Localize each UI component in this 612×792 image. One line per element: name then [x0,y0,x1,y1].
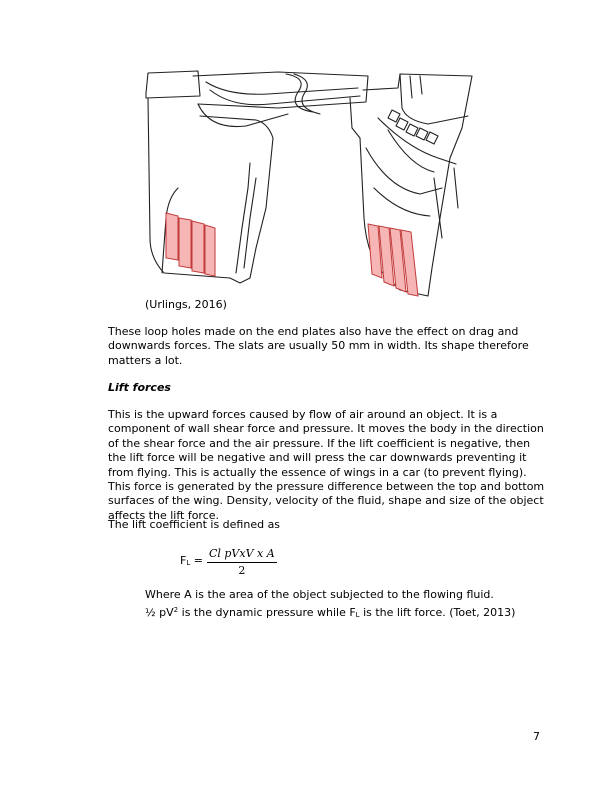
end-plate-illustration [138,68,476,300]
left-slat-1 [166,213,178,260]
formula-numerator: Cl pVxV x A [207,547,277,563]
figure-caption: (Urlings, 2016) [145,298,227,311]
left-end-plate [146,71,200,98]
formula-denominator: 2 [238,563,246,577]
section-heading-lift-forces: Lift forces [108,381,171,394]
formula-fraction [207,547,277,578]
lift-force-formula [180,545,277,579]
paragraph-lift-coefficient: The lift coefficient is defined as [108,518,281,531]
note-dynamic-pressure: ½ $pV^2$ is the dynamic pressure while $F_L$ is the lift force. (Toet, 2013) [145,606,516,619]
paragraph-loop-holes: These loop holes made on the end plates also have the effect on drag and downwards forces. The slats are usually 50 mm in width. Its shape therefore matters a lot. [108,325,529,367]
left-slat-2 [179,218,191,268]
left-slat-3 [192,221,204,273]
left-slat-4 [205,225,215,276]
formula-lhs: $F_L$ = [180,554,203,567]
page-number: 7 [533,730,540,743]
paragraph-lift-forces: This is the upward forces caused by flow of air around an object. It is a component of wall shear force and pressure. It moves the body in the direction of the shear force and the air pressure. If the lift coefficient is negative, then the lift force will be negative and will press the car downwards preventing it from flying. This is actually the essence of wings in a car (to prevent flying). This force is generated by the pressure difference between the top and bottom surfaces of the wing. Density, velocity of the fluid, shape and size of the object affects the lift force. [108,408,545,522]
note-area-definition: Where A is the area of the object subjected to the flowing fluid. [145,588,494,601]
